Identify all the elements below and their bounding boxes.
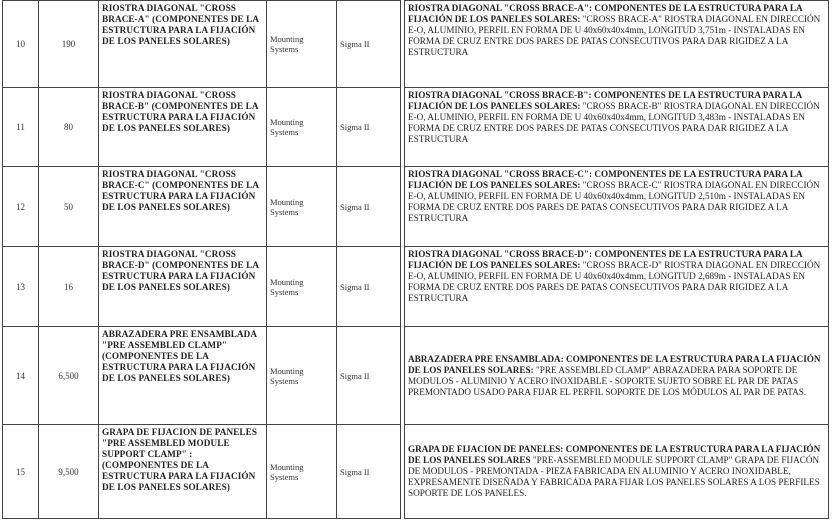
row-index: 15 [3,425,39,519]
table-row [3,167,401,247]
table-row [3,247,401,327]
row-description: RIOSTRA DIAGONAL "CROSS BRACE-B" (COMPONENTES DE LA ESTRUCTURA PARA LA FIJACIÓN DE LOS PANELES SOLARES) [99,88,267,167]
row-brand: Sigma II [337,167,401,247]
items-table [2,0,401,519]
detail-cell [405,88,829,167]
row-index: 13 [3,247,39,327]
detail-cell [405,247,829,327]
table-row [3,88,401,167]
row-brand: Sigma II [337,327,401,425]
table-row [405,327,829,425]
detail-text: "PRE-ASSEMBLED MODULE SUPPORT CLAMP" GRAPA DE FIJACÓN DE MODULOS - PREMONTADA - PIEZA FABRICADA EN ALUMINIO Y ACERO INOXIDABLE, EXPRESAMENTE DISEÑADA Y FABRICADA PARA FIJAR LOS PANELES SOLARES A LOS PERFILES SOPORTE DE LOS PANELES. [408,455,820,498]
row-quantity: 16 [39,247,99,327]
table-row [405,1,829,88]
row-brand: Sigma II [337,1,401,88]
row-brand: Sigma II [337,88,401,167]
detail-text: "PRE ASSEMBLED CLAMP" ABRAZADERA PARA SOPORTE DE MODULOS - ALUMINIO Y ACERO INOXIDABLE - SOPORTE SUJETO SOBRE EL PAR DE PATAS PREMONTADO USADO PARA FIJAR EL PERFIL SOPORTE DE LOS MÓDULOS AL PAR DE PATAS. [408,364,807,397]
row-index: 12 [3,167,39,247]
detail-heading: RIOSTRA DIAGONAL "CROSS BRACE-B": COMPONENTES DE LA ESTRUCTURA PARA LA FIJACIÓN DE LOS PANELES SOLARES: [408,90,802,111]
row-description: RIOSTRA DIAGONAL "CROSS BRACE-D" (COMPONENTES DE LA ESTRUCTURA PARA LA FIJACIÓN DE LOS PANELES SOLARES) [99,247,267,327]
row-category: Mounting Systems [267,167,337,247]
row-description: RIOSTRA DIAGONAL "CROSS BRACE-A" (COMPONENTES DE LA ESTRUCTURA PARA LA FIJACIÓN DE LOS PANELES SOLARES) [99,1,267,88]
detail-text: "CROSS BRACE-A" RIOSTRA DIAGONAL EN DIRECCIÓN E-O, ALUMINIO, PERFIL EN FORMA DE U 40x60x40x4mm, LONGITUD 3,751m - INSTALADAS EN FORMA DE CRUZ ENTRE DOS PARES DE PATAS CONSECUTIVOS PARA DAR RIGIDEZ A LA ESTRUCTURA [408,14,821,57]
table-row [405,425,829,519]
row-index: 14 [3,327,39,425]
detail-cell [405,1,829,88]
detail-text: "CROSS BRACE-B" RIOSTRA DIAGONAL EN DIRECCIÓN E-O, ALUMINIO, PERFIL EN FORMA DE U 40x60x40x4mm, LONGITUD 3,483m - INSTALADAS EN FORMA DE CRUZ ENTRE DOS PARES DE PATAS CONSECUTIVOS PARA DAR RIGIDEZ A LA ESTRUCTURA [408,101,820,144]
detail-heading: RIOSTRA DIAGONAL "CROSS BRACE-D": COMPONENTES DE LA ESTRUCTURA PARA LA FIJACIÓN DE LOS PANELES SOLARES: [408,249,803,270]
table-row [3,327,401,425]
row-category: Mounting Systems [267,1,337,88]
row-category: Mounting Systems [267,327,337,425]
detail-heading: ABRAZADERA PRE ENSAMBLADA: COMPONENTES DE LA ESTRUCTURA PARA LA FIJACIÓN DE LOS PANELES SOLARES: [408,353,821,375]
row-category: Mounting Systems [267,88,337,167]
details-table [404,0,829,519]
row-category: Mounting Systems [267,425,337,519]
row-index: 11 [3,88,39,167]
table-row [3,1,401,88]
detail-text: "CROSS BRACE-D" RIOSTRA DIAGONAL EN DIRECCIÓN E-O, ALUMINIO, PERFIL EN FORMA DE U 40x60x40x4mm, LONGITUD 2,689m - INSTALADAS EN FORMA DE CRUZ ENTRE DOS PARES DE PATAS CONSECUTIVOS PARA DAR RIGIDEZ A LA ESTRUCTURA [408,260,821,303]
detail-cell [405,327,829,425]
detail-heading: RIOSTRA DIAGONAL "CROSS BRACE-A": COMPONENTES DE LA ESTRUCTURA PARA LA FIJACIÓN DE LOS PANELES SOLARES: [408,3,803,24]
detail-cell [405,167,829,247]
table-row [405,167,829,247]
row-quantity: 80 [39,88,99,167]
row-description: ABRAZADERA PRE ENSAMBLADA "PRE ASSEMBLED CLAMP" (COMPONENTES DE LA ESTRUCTURA PARA LA FIJACIÓN DE LOS PANELES SOLARES) [99,327,267,425]
row-quantity: 9,500 [39,425,99,519]
row-category: Mounting Systems [267,247,337,327]
table-row [405,247,829,327]
row-quantity: 190 [39,1,99,88]
detail-text: "CROSS BRACE-C" RIOSTRA DIAGONAL EN DIRECCIÓN E-O, ALUMINIO, PERFIL EN FORMA DE U 40x60x40x4mm, LONGITUD 2,510m - INSTALADAS EN FORMA DE CRUZ ENTRE DOS PARES DE PATAS CONSECUTIVOS PARA DAR RIGIDEZ A LA ESTRUCTURA [408,180,820,223]
row-description: GRAPA DE FIJACION DE PANELES "PRE ASSEMBLED MODULE SUPPORT CLAMP" : (COMPONENTES DE LA ESTRUCTURA PARA LA FIJACIÓN DE LOS PANELES SOLARES) [99,425,267,519]
row-index: 10 [3,1,39,88]
row-quantity: 50 [39,167,99,247]
detail-heading: GRAPA DE FIJACION DE PANELES: COMPONENTES DE LA ESTRUCTURA PARA LA FIJACIÓN DE LOS PANELES SOLARES [408,444,821,465]
detail-cell [405,425,829,519]
row-brand: Sigma II [337,247,401,327]
row-quantity: 6,500 [39,327,99,425]
detail-heading: RIOSTRA DIAGONAL "CROSS BRACE-C": COMPONENTES DE LA ESTRUCTURA PARA LA FIJACIÓN DE LOS PANELES SOLARES: [408,169,803,190]
table-row [3,425,401,519]
row-description: RIOSTRA DIAGONAL "CROSS BRACE-C" (COMPONENTES DE LA ESTRUCTURA PARA LA FIJACIÓN DE LOS PANELES SOLARES) [99,167,267,247]
row-brand: Sigma II [337,425,401,519]
table-row [405,88,829,167]
